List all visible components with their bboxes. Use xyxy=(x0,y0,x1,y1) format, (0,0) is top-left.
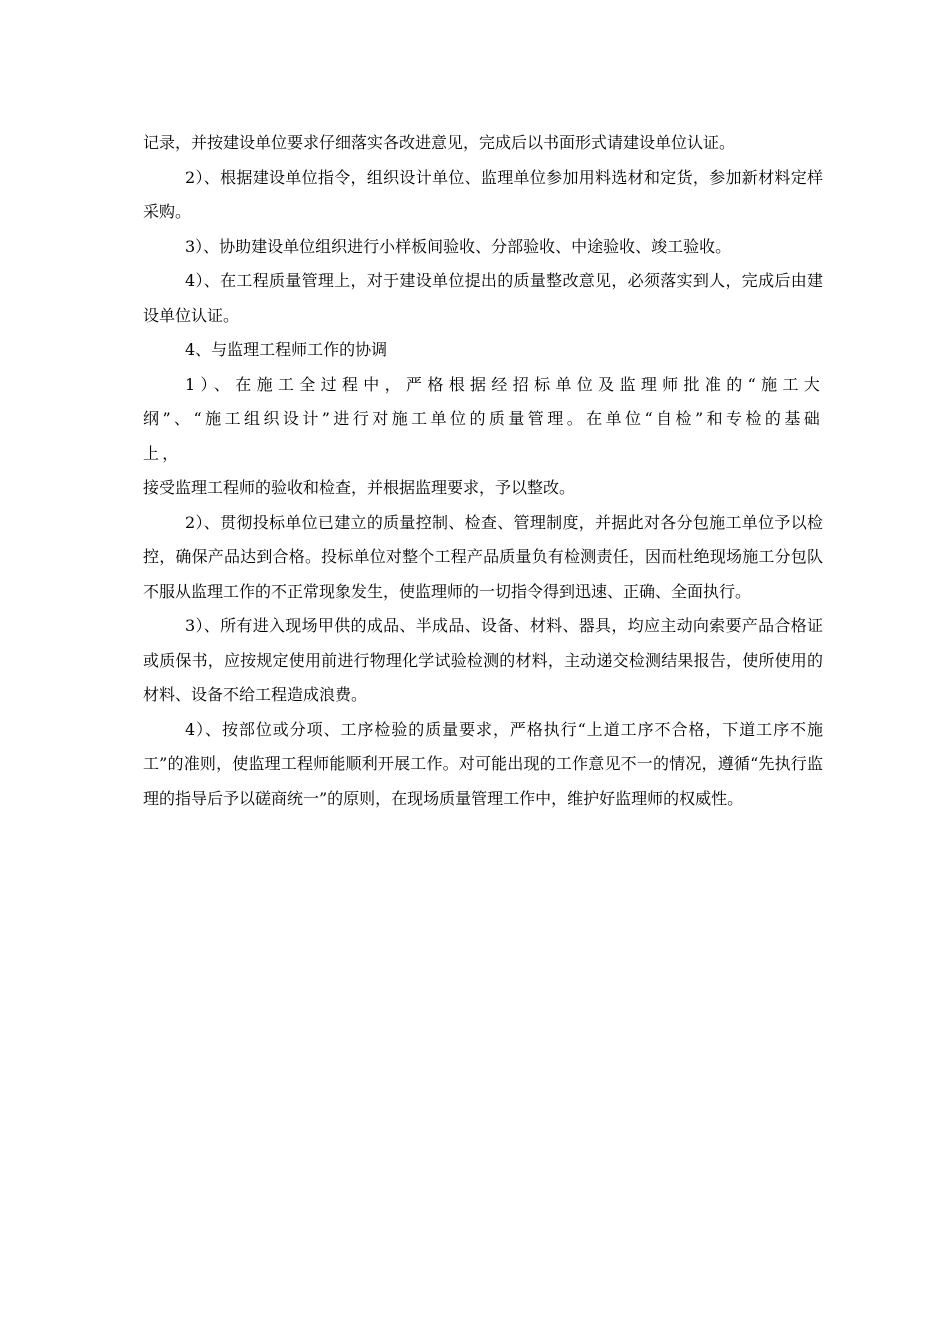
paragraph-accept-inspection: 接受监理工程师的验收和检查，并根据监理要求，予以整改。 xyxy=(143,478,576,497)
paragraph-item-2-material-selection: 2）、根据建设单位指令，组织设计单位、监理单位参加用料选材和定货，参加新材料定样采购。 xyxy=(143,167,823,221)
paragraph-item-3-acceptance: 3）、协助建设单位组织进行小样板间验收、分部验收、中途验收、竣工验收。 xyxy=(185,236,732,256)
paragraph-item-3-materials-certificates: 3）、所有进入现场甲供的成品、半成品、设备、材料、器具，均应主动向索要产品合格证或质保书，应按规定使用前进行物理化学试验检测的材料，主动递交检测结果报告，使所使用的材料、设备不给工程造成浪费。 xyxy=(143,616,823,704)
paragraph-item-4-quality-rectification: 4）、在工程质量管理上，对于建设单位提出的质量整改意见，必须落实到人，完成后由建设单位认证。 xyxy=(143,271,823,325)
paragraph-item-1-construction-process: 1）、在施工全过程中，严格根据经招标单位及监理师批准的“施工大纲”、“施工组织设计”进行对施工单位的质量管理。在单位“自检”和专检的基础上， xyxy=(143,374,823,463)
document-body xyxy=(143,126,823,816)
paragraph-continuation-record: 记录，并按建设单位要求仔细落实各改进意见，完成后以书面形式请建设单位认证。 xyxy=(143,133,736,152)
paragraph-item-4-inspection-requirements: 4）、按部位或分项、工序检验的质量要求，严格执行“上道工序不合格，下道工序不施工”的准则，使监理工程师能顺利开展工作。对可能出现的工作意见不一的情况，遵循“先执行监理的指导后予以磋商统一”的原则，在现场质量管理工作中，维护好监理师的权威性。 xyxy=(143,719,823,808)
section-heading-supervisor-coordination: 4、与监理工程师工作的协调 xyxy=(185,340,388,359)
paragraph-item-2-quality-control: 2）、贯彻投标单位已建立的质量控制、检查、管理制度，并据此对各分包施工单位予以检控，确保产品达到合格。投标单位对整个工程产品质量负有检测责任，因而杜绝现场施工分包队不服从监理工作的不正常现象发生，使监理师的一切指令得到迅速、正确、全面执行。 xyxy=(143,512,823,601)
